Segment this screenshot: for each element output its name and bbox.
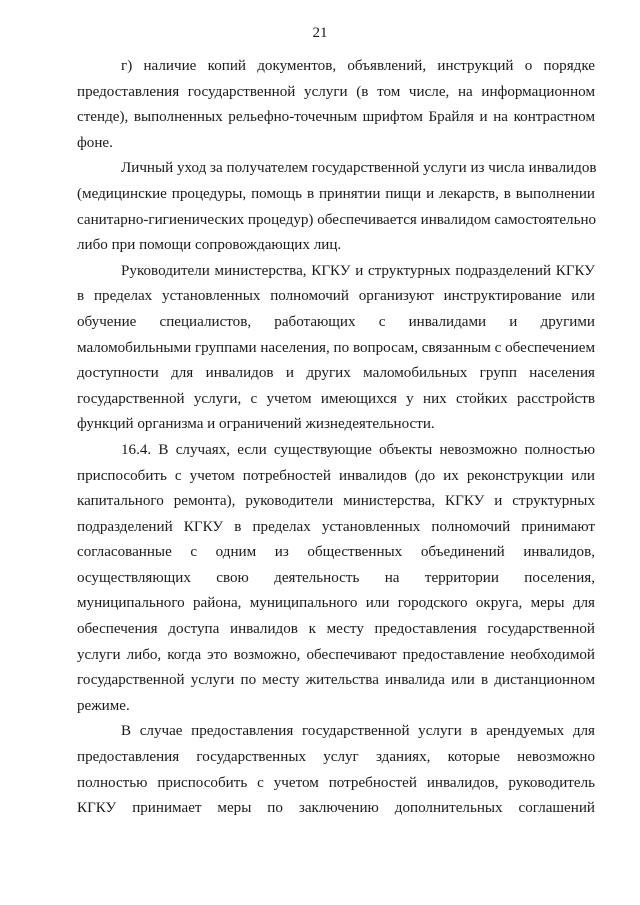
text-line: фоне.: [77, 134, 113, 151]
text-line: В случае предоставления государственной услуги в арендуемых для: [121, 723, 595, 740]
text-line: маломобильными группами населения, по вопросам, связанным с обеспечением: [77, 339, 595, 356]
page-number: 21: [312, 25, 328, 41]
text-line: (медицинские процедуры, помощь в принятии пищи и лекарств, в выполнении: [77, 185, 595, 202]
text-line: режиме.: [77, 697, 130, 714]
text-line: капитального ремонта), руководители министерства, КГКУ и структурных: [77, 493, 595, 510]
text-line: 16.4. В случаях, если существующие объекты невозможно полностью: [121, 441, 595, 458]
text-line: Руководители министерства, КГКУ и структурных подразделений КГКУ: [121, 262, 595, 279]
text-line: услуги либо, когда это возможно, обеспечивают предоставление необходимой: [77, 646, 595, 663]
text-line: согласованные с одним из общественных объединений инвалидов,: [77, 544, 595, 561]
text-line: санитарно-гигиенических процедур) обеспечивается инвалидом самостоятельно: [77, 211, 597, 228]
text-line: г) наличие копий документов, объявлений, инструкций о порядке: [121, 58, 595, 74]
text-line: обеспечения доступа инвалидов к месту предоставления государственной: [77, 621, 595, 638]
paragraph: [77, 438, 595, 720]
text-line: функций организма и ограничений жизнедеятельности.: [77, 416, 435, 433]
paragraph: [77, 259, 595, 438]
text-line: полностью приспособить с учетом потребностей инвалидов, руководитель: [77, 774, 595, 791]
text-line: осуществляющих свою деятельность на территории поселения,: [77, 569, 595, 586]
text-line: государственной услуги, с учетом имеющихся у них стойких расстройств: [77, 390, 595, 407]
text-line: предоставления государственной услуги (в том числе, на информационном: [77, 83, 595, 100]
paragraph: [77, 156, 595, 258]
text-line: подразделений КГКУ в пределах установленных полномочий принимают: [77, 518, 595, 535]
text-line: в пределах установленных полномочий организуют инструктирование или: [77, 288, 595, 305]
paragraph: [77, 54, 595, 156]
text-line: либо при помощи сопровождающих лиц.: [77, 237, 342, 254]
text-line: КГКУ принимает меры по заключению дополнительных соглашений: [77, 800, 595, 817]
text-line: приспособить с учетом потребностей инвалидов (до их реконструкции или: [77, 467, 595, 484]
document-body: [77, 54, 595, 822]
text-line: обучение специалистов, работающих с инвалидами и другими: [77, 313, 595, 330]
paragraph: [77, 719, 595, 821]
text-line: государственной услуги по месту жительства инвалида или в дистанционном: [77, 672, 595, 689]
text-line: Личный уход за получателем государственной услуги из числа инвалидов: [121, 160, 597, 177]
text-line: предоставления государственных услуг зданиях, которые невозможно: [77, 749, 595, 766]
text-line: муниципального района, муниципального или городского округа, меры для: [77, 595, 595, 612]
text-line: доступности для инвалидов и других маломобильных групп населения: [77, 365, 595, 382]
text-line: стенде), выполненных рельефно-точечным шрифтом Брайля и на контрастном: [77, 109, 595, 126]
